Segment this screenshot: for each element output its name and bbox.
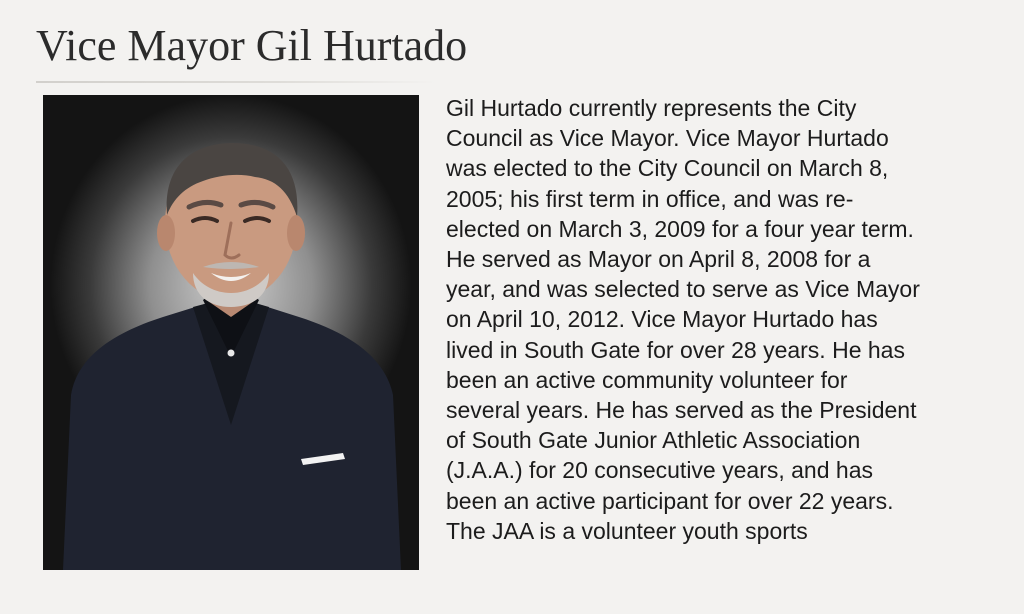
bio-line: been an active participant for over 22 years. (446, 487, 894, 514)
bio-line: Gil Hurtado currently represents the City (446, 95, 857, 121)
bio-line: Council as Vice Mayor. Vice Mayor Hurtado (446, 125, 889, 152)
bio-line: 2005; his first term in office, and was re- (446, 185, 854, 212)
bio-line: several years. He has served as the President (446, 397, 917, 424)
bio-line: been an active community volunteer for (446, 366, 848, 393)
bio-line: elected on March 3, 2009 for a four year term. (446, 215, 914, 242)
left-ear (157, 215, 175, 251)
bio-line: of South Gate Junior Athletic Association (446, 427, 861, 454)
bio-line: on April 10, 2012. Vice Mayor Hurtado has (446, 306, 878, 333)
bio-line: lived in South Gate for over 28 years. He has (446, 336, 905, 363)
portrait-illustration (43, 95, 419, 570)
portrait-photo (43, 95, 419, 570)
bio-text (446, 93, 1016, 546)
right-ear (287, 215, 305, 251)
collar-button (228, 350, 235, 357)
bio-line: The JAA is a volunteer youth sports (446, 517, 808, 544)
bio-line: He served as Mayor on April 8, 2008 for a (446, 246, 871, 273)
page-title: Vice Mayor Gil Hurtado (36, 21, 468, 70)
title-divider (36, 81, 436, 83)
bio-line: year, and was selected to serve as Vice Mayor (446, 276, 920, 303)
bio-line: was elected to the City Council on March 8, (446, 155, 889, 182)
bio-line: (J.A.A.) for 20 consecutive years, and has (446, 457, 873, 484)
